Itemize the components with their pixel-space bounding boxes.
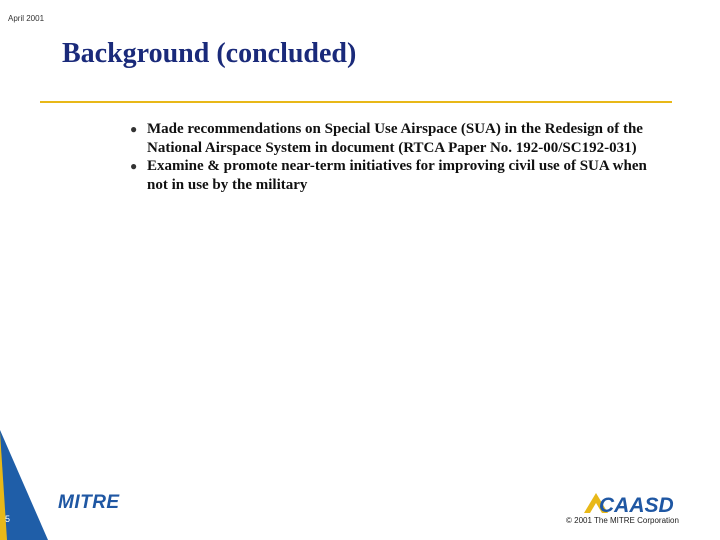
bullet-text: Examine & promote near-term initiatives for improving civil use of SUA when not in use by the military — [147, 158, 647, 193]
title-divider — [40, 101, 672, 103]
caasd-logo — [582, 489, 690, 517]
slide-date: April 2001 — [8, 14, 45, 23]
bullet-dot-icon: ● — [130, 159, 138, 173]
svg-text:CAASD: CAASD — [599, 494, 674, 517]
bullet-item-civil-use — [130, 157, 660, 194]
slide-title: Background (concluded) — [62, 38, 357, 69]
copyright-notice: © 2001 The MITRE Corporation — [566, 516, 679, 525]
mitre-logo: MITRE — [58, 492, 120, 513]
bullet-list — [130, 120, 660, 194]
bullet-item-sua-recommendations — [130, 120, 660, 157]
bullet-text: Made recommendations on Special Use Airspace (SUA) in the Redesign of the National Airspace System in document (RTCA Paper No. 192-00/SC192-031) — [147, 121, 643, 156]
page-number: 5 — [5, 514, 11, 524]
bullet-dot-icon: ● — [130, 122, 138, 136]
